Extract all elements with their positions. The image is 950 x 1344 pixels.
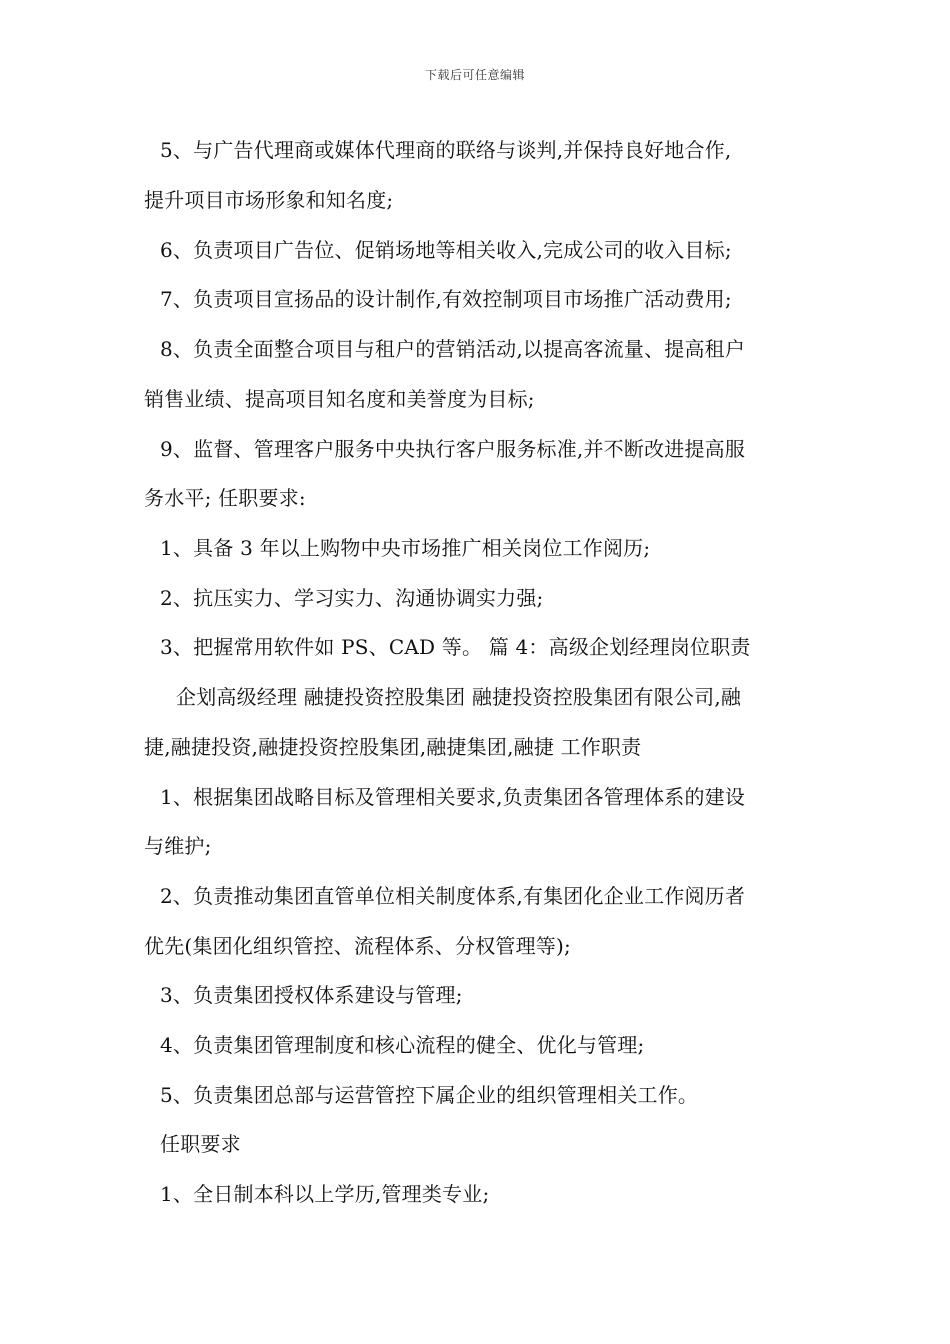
text-line: 销售业绩、提高项目知名度和美誉度为目标;: [144, 387, 535, 411]
text-line: 2、抗压实力、学习实力、沟通协调实力强;: [160, 586, 544, 610]
text-line: 4、负责集团管理制度和核心流程的健全、优化与管理;: [160, 1033, 645, 1057]
text-line: 与维护;: [144, 834, 212, 858]
text-line: 优先(集团化组织管控、流程体系、分权管理等);: [144, 934, 571, 958]
text-line: 3、负责集团授权体系建设与管理;: [160, 983, 463, 1007]
text-line: 6、负责项目广告位、促销场地等相关收入,完成公司的收入目标;: [160, 238, 732, 262]
text-line: 3、把握常用软件如 PS、CAD 等。 篇 4：高级企划经理岗位职责: [160, 635, 751, 659]
text-line: 2、负责推动集团直管单位相关制度体系,有集团化企业工作阅历者: [160, 884, 746, 908]
section-heading: 任职要求: [160, 1132, 241, 1156]
text-line: 捷,融捷投资,融捷投资控股集团,融捷集团,融捷 工作职责: [144, 735, 642, 759]
text-line: 8、负责全面整合项目与租户的营销活动,以提高客流量、提高租户: [160, 337, 746, 361]
text-line: 5、与广告代理商或媒体代理商的联络与谈判,并保持良好地合作,: [160, 138, 732, 162]
text-line: 5、负责集团总部与运营管控下属企业的组织管理相关工作。: [160, 1083, 699, 1107]
text-line: 9、监督、管理客户服务中央执行客户服务标准,并不断改进提高服: [160, 437, 746, 461]
text-line: 提升项目市场形象和知名度;: [144, 188, 394, 212]
page-header: 下载后可任意编辑: [424, 68, 525, 82]
text-line: 1、具备 3 年以上购物中央市场推广相关岗位工作阅历;: [160, 536, 651, 560]
text-line: 企划高级经理 融捷投资控股集团 融捷投资控股集团有限公司,融: [176, 685, 742, 709]
text-line: 务水平; 任职要求:: [144, 486, 306, 510]
text-line: 1、根据集团战略目标及管理相关要求,负责集团各管理体系的建设: [160, 785, 746, 809]
text-line: 7、负责项目宣扬品的设计制作,有效控制项目市场推广活动费用;: [160, 287, 732, 311]
text-line: 1、全日制本科以上学历,管理类专业;: [160, 1182, 490, 1206]
